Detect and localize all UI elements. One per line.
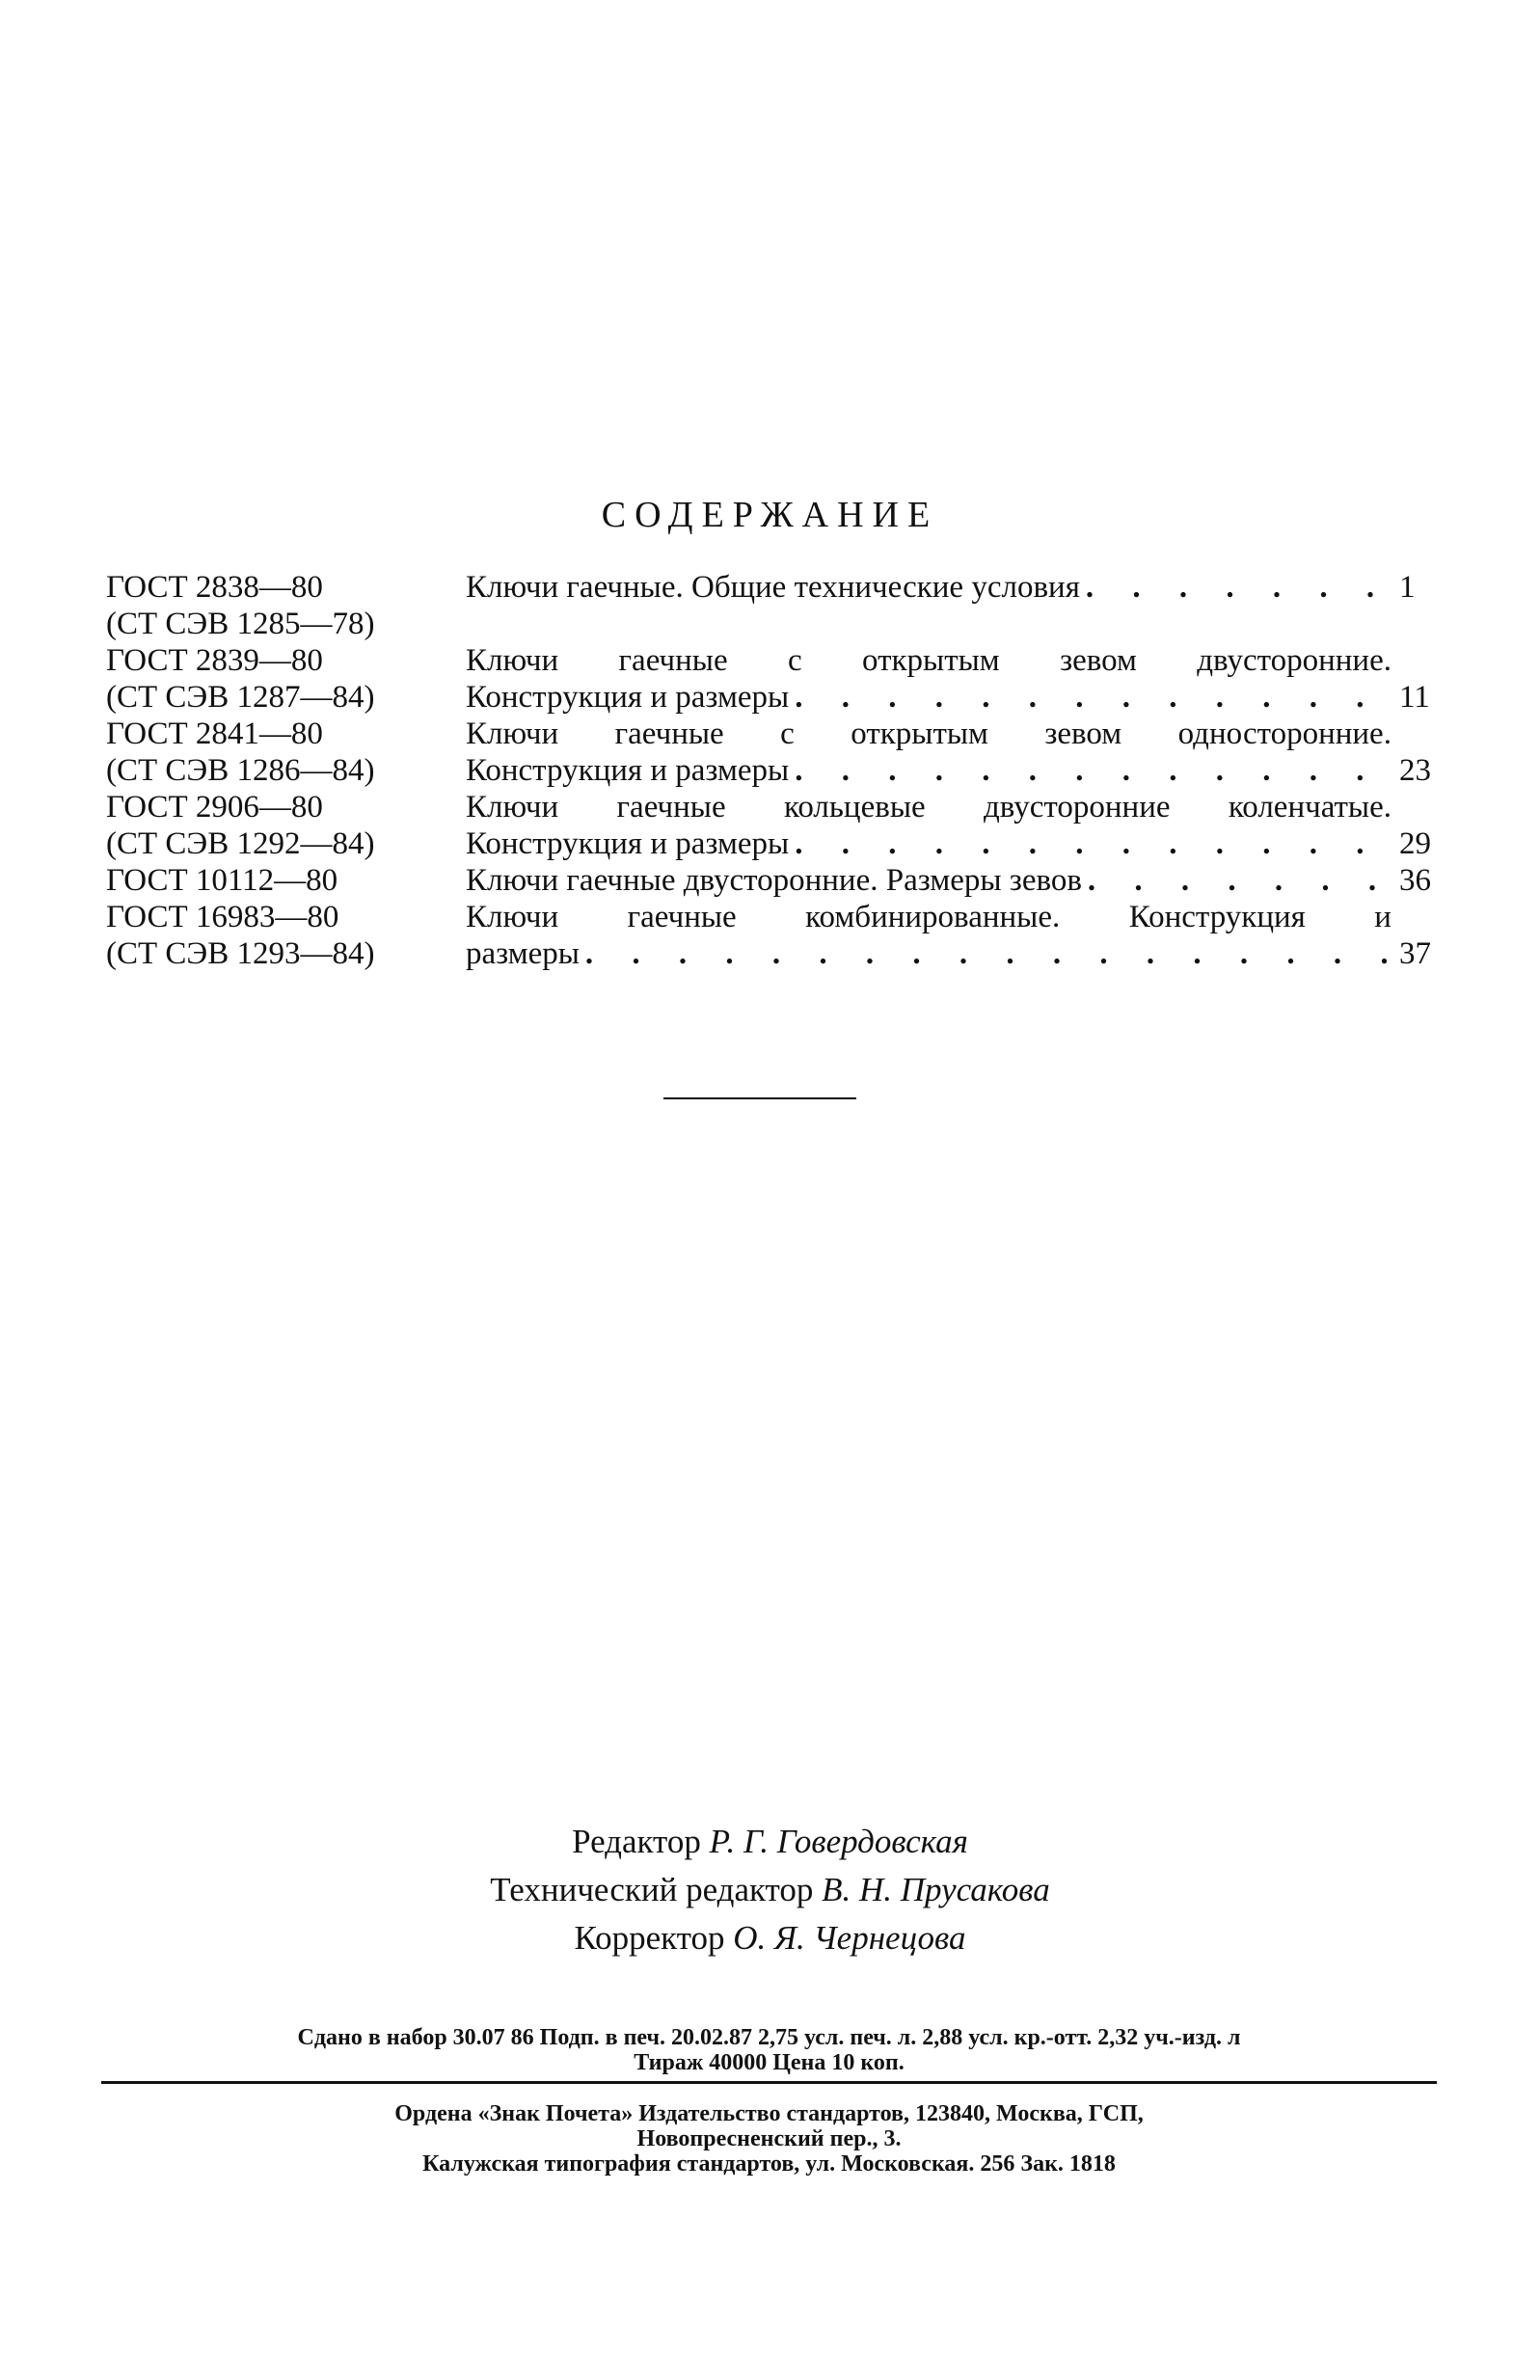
toc-standard-equivalent: (СТ СЭВ 1285—78) — [106, 607, 375, 641]
divider — [663, 1097, 856, 1099]
imprint-line-5: Калужская типография стандартов, ул. Московская. 256 Зак. 1818 — [422, 2151, 1116, 2177]
editor-name: Р. Г. Говердовская — [709, 1823, 968, 1860]
toc-standard — [106, 716, 453, 789]
toc-title-text: Ключи гаечные кольцевые двусторонние коленчатые. — [466, 790, 1391, 825]
dot-leader — [1088, 862, 1391, 899]
corrector-name: О. Я. Чернецова — [733, 1919, 966, 1957]
toc-entry — [106, 899, 1431, 972]
toc-standard-number: ГОСТ 2839—80 — [106, 643, 323, 678]
tech-editor-line — [0, 1866, 1540, 1914]
toc-page-number: 37 — [1399, 936, 1431, 971]
toc-page-number: 11 — [1399, 680, 1430, 715]
toc-standard — [106, 862, 453, 899]
toc-title-line — [466, 642, 1391, 679]
toc-title-line — [466, 825, 1431, 862]
toc-title-line — [466, 789, 1391, 825]
toc-entry — [106, 642, 1430, 716]
toc-entry — [106, 789, 1431, 862]
toc-title-line — [466, 679, 1430, 716]
imprint-line-4: Новопресненский пер., 3. — [636, 2126, 902, 2151]
table-of-contents — [106, 569, 1431, 972]
toc-page-number: 36 — [1399, 863, 1431, 898]
imprint-line-1: Сдано в набор 30.07 86 Подп. в печ. 20.02.87 2,75 усл. печ. л. 2,88 усл. кр.-отт. 2,32 уч.-изд. л — [297, 2025, 1241, 2050]
toc-title-text: размеры — [466, 936, 580, 971]
tech-editor-name: В. Н. Прусакова — [822, 1871, 1050, 1908]
toc-title-line — [466, 569, 1416, 606]
toc-standard-equivalent: (СТ СЭВ 1287—84) — [106, 680, 375, 715]
tech-editor-role: Технический редактор — [490, 1871, 814, 1908]
corrector-line — [0, 1914, 1540, 1962]
toc-entry — [106, 716, 1431, 789]
imprint-divider — [101, 2081, 1437, 2084]
toc-standard-equivalent: (СТ СЭВ 1292—84) — [106, 826, 375, 861]
toc-page-number: 1 — [1399, 570, 1416, 605]
toc-standard-number: ГОСТ 16983—80 — [106, 900, 339, 934]
toc-title-text: Ключи гаечные с открытым зевом односторонние. — [466, 717, 1391, 751]
toc-title-text: Ключи гаечные двусторонние. Размеры зевов — [466, 863, 1082, 898]
toc-standard-number: ГОСТ 10112—80 — [106, 863, 338, 898]
toc-title-line — [466, 716, 1391, 752]
page-title: СОДЕРЖАНИЕ — [601, 495, 939, 535]
dot-leader — [795, 825, 1391, 862]
toc-standard — [106, 899, 453, 972]
toc-title-text: Ключи гаечные с открытым зевом двусторонние. — [466, 643, 1391, 678]
toc-entry — [106, 862, 1431, 899]
toc-title-text: Ключи гаечные. Общие технические условия — [466, 570, 1080, 605]
dot-leader — [795, 679, 1391, 716]
toc-standard — [106, 642, 453, 716]
imprint-line-2: Тираж 40000 Цена 10 коп. — [634, 2050, 905, 2075]
toc-title-line — [466, 899, 1391, 935]
toc-standard-number: ГОСТ 2841—80 — [106, 717, 323, 751]
toc-standard-equivalent: (СТ СЭВ 1286—84) — [106, 753, 375, 788]
editor-role: Редактор — [572, 1823, 701, 1860]
credits — [0, 1818, 1540, 1962]
toc-entry — [106, 569, 1416, 642]
toc-standard-equivalent: (СТ СЭВ 1293—84) — [106, 936, 375, 971]
editor-line — [0, 1818, 1540, 1866]
corrector-role: Корректор — [574, 1919, 725, 1957]
dot-leader — [795, 752, 1391, 789]
toc-title-text: Конструкция и размеры — [466, 753, 790, 788]
toc-standard-number: ГОСТ 2906—80 — [106, 790, 323, 825]
toc-title-line — [466, 862, 1431, 899]
toc-title-line — [466, 935, 1431, 972]
toc-page-number: 23 — [1399, 753, 1431, 788]
toc-standard — [106, 569, 453, 642]
toc-standard-number: ГОСТ 2838—80 — [106, 570, 323, 605]
dot-leader — [1086, 569, 1391, 606]
toc-title-text: Конструкция и размеры — [466, 826, 790, 861]
toc-page-number: 29 — [1399, 826, 1431, 861]
toc-title-line — [466, 752, 1431, 789]
dot-leader — [585, 935, 1391, 972]
toc-standard — [106, 789, 453, 862]
toc-title-text: Конструкция и размеры — [466, 680, 790, 715]
toc-title-text: Ключи гаечные комбинированные. Конструкция и — [466, 900, 1391, 934]
imprint-line-3: Ордена «Знак Почета» Издательство стандартов, 123840, Москва, ГСП, — [394, 2101, 1144, 2126]
imprint — [101, 2025, 1437, 2177]
